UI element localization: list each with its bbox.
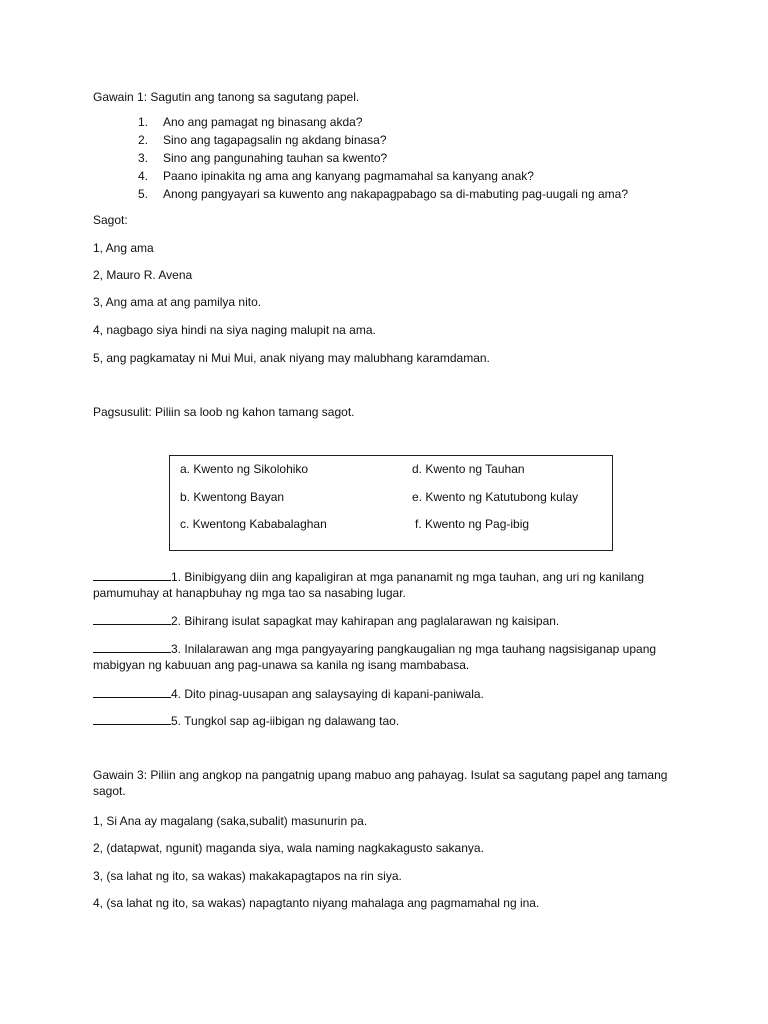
- gawain3-title: Gawain 3: Piliin ang angkop na pangatnig upang mabuo ang pahayag. Isulat sa sagutang papel ang tamang sagot.: [93, 768, 668, 798]
- choices-box: [169, 455, 613, 551]
- answer-blank[interactable]: [93, 713, 171, 725]
- gawain1-title: Gawain 1: Sagutin ang tanong sa sagutang papel.: [93, 90, 360, 104]
- sagot-label: Sagot:: [93, 213, 128, 227]
- quiz-item: 1. Binibigyang diin ang kapaligiran at mga pananamit ng mga tauhan, ang uri ng kanilang pamumuhay at hanapbuhay ng mga tao sa nasabing lugar.: [93, 570, 645, 600]
- answer-item: 5, ang pagkamatay ni Mui Mui, anak niyang may malubhang karamdaman.: [93, 351, 490, 365]
- answer-item: 4, nagbago siya hindi na siya naging malupit na ama.: [93, 323, 376, 337]
- gawain3-item: 2, (datapwat, ngunit) maganda siya, wala naming nagkakagusto sakanya.: [93, 841, 484, 855]
- answer-blank[interactable]: [93, 569, 171, 581]
- answer-item: 2, Mauro R. Avena: [93, 268, 193, 282]
- question-item: 5. Anong pangyayari sa kuwento ang nakapagpabago sa di-mabuting pag-uugali ng ama?: [138, 187, 629, 201]
- choice-f: f. Kwento ng Pag-ibig: [415, 517, 530, 531]
- gawain3-item: 3, (sa lahat ng ito, sa wakas) makakapagtapos na rin siya.: [93, 869, 402, 883]
- answer-blank[interactable]: [93, 686, 171, 698]
- pagsusulit-title: Pagsusulit: Piliin sa loob ng kahon tamang sagot.: [93, 405, 355, 419]
- quiz-item: 5. Tungkol sap ag-iibigan ng dalawang tao.: [93, 713, 673, 729]
- quiz-item: 4. Dito pinag-uusapan ang salaysaying di kapani-paniwala.: [93, 686, 673, 702]
- question-item: 1. Ano ang pamagat ng binasang akda?: [138, 115, 363, 129]
- question-item: 4. Paano ipinakita ng ama ang kanyang pagmamahal sa kanyang anak?: [138, 169, 534, 183]
- quiz-item: 2. Bihirang isulat sapagkat may kahirapan ang paglalarawan ng kaisipan.: [93, 613, 673, 629]
- gawain3-item: 1, Si Ana ay magalang (saka,subalit) masunurin pa.: [93, 814, 368, 828]
- choice-c: c. Kwentong Kababalaghan: [180, 517, 327, 531]
- choice-d: d. Kwento ng Tauhan: [412, 462, 525, 476]
- quiz-item: 3. Inilalarawan ang mga pangyayaring pangkaugalian ng mga tauhang nagsisiganap upang mabigyan ng kabuuan ang pag-unawa sa kanila ng isang mambabasa.: [93, 642, 657, 672]
- answer-item: 1, Ang ama: [93, 241, 154, 255]
- choice-a: a. Kwento ng Sikolohiko: [180, 462, 309, 476]
- gawain3-item: 4, (sa lahat ng ito, sa wakas) napagtanto niyang mahalaga ang pagmamahal ng ina.: [93, 896, 540, 910]
- choice-b: b. Kwentong Bayan: [180, 490, 285, 504]
- question-item: 3. Sino ang pangunahing tauhan sa kwento?: [138, 151, 388, 165]
- choice-e: e. Kwento ng Katutubong kulay: [412, 490, 579, 504]
- answer-blank[interactable]: [93, 613, 171, 625]
- question-item: 2. Sino ang tagapagsalin ng akdang binasa?: [138, 133, 387, 147]
- answer-item: 3, Ang ama at ang pamilya nito.: [93, 295, 262, 309]
- answer-blank[interactable]: [93, 641, 171, 653]
